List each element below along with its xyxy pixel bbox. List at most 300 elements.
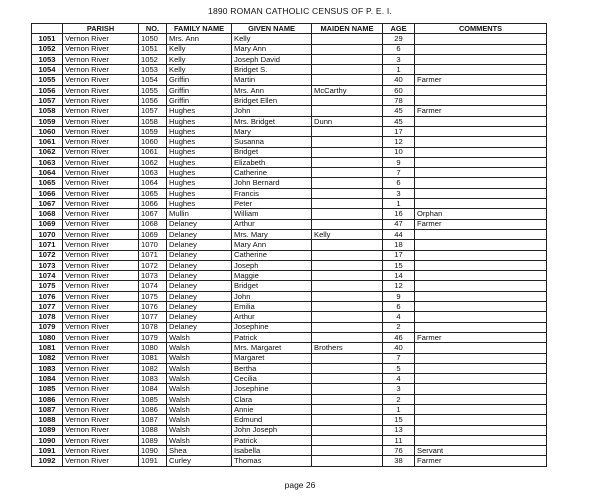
cell-age: 12 [383,137,415,147]
row-id: 1092 [32,456,63,466]
cell-comments [415,363,547,373]
table-row [32,404,547,414]
page-title: 1890 ROMAN CATHOLIC CENSUS OF P. E. I. [208,6,392,16]
cell-parish: Vernon River [63,271,139,281]
table-row [32,44,547,54]
row-id: 1051 [32,34,63,44]
cell-given-name: Susanna [232,137,312,147]
cell-no: 1052 [139,54,167,64]
cell-maiden-name [312,209,383,219]
cell-age: 9 [383,291,415,301]
cell-family-name: Hughes [167,147,232,157]
cell-no: 1054 [139,75,167,85]
row-id: 1064 [32,168,63,178]
row-id: 1066 [32,188,63,198]
cell-parish: Vernon River [63,312,139,322]
cell-given-name: Catherine [232,250,312,260]
cell-no: 1089 [139,435,167,445]
cell-comments [415,291,547,301]
cell-family-name: Delaney [167,302,232,312]
cell-age: 6 [383,302,415,312]
table-row [32,374,547,384]
cell-given-name: John [232,106,312,116]
cell-maiden-name [312,312,383,322]
cell-given-name: Mrs. Margaret [232,343,312,353]
cell-age: 11 [383,435,415,445]
row-id: 1083 [32,363,63,373]
row-id: 1073 [32,260,63,270]
table-row [32,353,547,363]
cell-age: 18 [383,240,415,250]
cell-comments [415,384,547,394]
cell-maiden-name [312,54,383,64]
cell-maiden-name [312,384,383,394]
cell-family-name: Walsh [167,363,232,373]
row-id: 1076 [32,291,63,301]
cell-age: 3 [383,384,415,394]
cell-maiden-name [312,157,383,167]
cell-no: 1090 [139,446,167,456]
cell-parish: Vernon River [63,178,139,188]
cell-maiden-name [312,456,383,466]
cell-no: 1073 [139,271,167,281]
cell-age: 46 [383,332,415,342]
row-id: 1089 [32,425,63,435]
cell-age: 13 [383,425,415,435]
cell-age: 16 [383,209,415,219]
cell-family-name: Delaney [167,271,232,281]
cell-age: 45 [383,116,415,126]
table-row [32,312,547,322]
cell-age: 6 [383,44,415,54]
cell-no: 1086 [139,404,167,414]
cell-age: 60 [383,85,415,95]
cell-age: 1 [383,65,415,75]
cell-age: 15 [383,260,415,270]
cell-no: 1059 [139,126,167,136]
cell-age: 2 [383,394,415,404]
cell-age: 29 [383,34,415,44]
cell-family-name: Delaney [167,322,232,332]
cell-no: 1075 [139,291,167,301]
cell-age: 44 [383,229,415,239]
cell-parish: Vernon River [63,44,139,54]
cell-parish: Vernon River [63,157,139,167]
cell-parish: Vernon River [63,281,139,291]
cell-no: 1060 [139,137,167,147]
cell-given-name: Isabella [232,446,312,456]
row-id: 1063 [32,157,63,167]
cell-maiden-name [312,34,383,44]
cell-no: 1080 [139,343,167,353]
cell-given-name: Josephine [232,322,312,332]
row-id: 1085 [32,384,63,394]
cell-age: 17 [383,126,415,136]
cell-no: 1055 [139,85,167,95]
cell-comments [415,260,547,270]
cell-family-name: Delaney [167,291,232,301]
cell-no: 1063 [139,168,167,178]
cell-family-name: Hughes [167,199,232,209]
cell-family-name: Griffin [167,85,232,95]
cell-maiden-name [312,415,383,425]
cell-comments [415,157,547,167]
cell-parish: Vernon River [63,137,139,147]
cell-age: 47 [383,219,415,229]
row-id: 1080 [32,332,63,342]
cell-comments [415,147,547,157]
row-id: 1059 [32,116,63,126]
cell-family-name: Walsh [167,394,232,404]
cell-parish: Vernon River [63,96,139,106]
cell-given-name: Joseph David [232,54,312,64]
table-row [32,322,547,332]
cell-maiden-name [312,302,383,312]
cell-no: 1071 [139,250,167,260]
row-id: 1082 [32,353,63,363]
cell-family-name: Walsh [167,343,232,353]
table-row [32,168,547,178]
row-id: 1069 [32,219,63,229]
cell-parish: Vernon River [63,199,139,209]
census-body [32,34,547,466]
cell-comments [415,229,547,239]
cell-given-name: Margaret [232,353,312,363]
cell-maiden-name [312,199,383,209]
cell-given-name: Emilia [232,302,312,312]
cell-age: 4 [383,374,415,384]
table-row [32,54,547,64]
cell-parish: Vernon River [63,250,139,260]
cell-no: 1070 [139,240,167,250]
table-row [32,240,547,250]
cell-no: 1056 [139,96,167,106]
cell-no: 1083 [139,374,167,384]
row-id: 1075 [32,281,63,291]
cell-maiden-name [312,240,383,250]
cell-given-name: Mrs. Bridget [232,116,312,126]
cell-family-name: Walsh [167,353,232,363]
cell-maiden-name [312,137,383,147]
page-number: page 26 [284,480,316,490]
cell-comments [415,126,547,136]
cell-maiden-name [312,188,383,198]
header-row [32,24,547,34]
cell-maiden-name [312,404,383,414]
cell-maiden-name [312,168,383,178]
cell-comments [415,178,547,188]
cell-given-name: John [232,291,312,301]
row-id: 1060 [32,126,63,136]
cell-no: 1085 [139,394,167,404]
cell-age: 38 [383,456,415,466]
cell-no: 1081 [139,353,167,363]
cell-parish: Vernon River [63,126,139,136]
table-row [32,302,547,312]
cell-maiden-name [312,322,383,332]
cell-family-name: Hughes [167,157,232,167]
cell-parish: Vernon River [63,260,139,270]
cell-comments [415,312,547,322]
table-row [32,85,547,95]
table-row [32,65,547,75]
cell-maiden-name: Kelly [312,229,383,239]
cell-no: 1064 [139,178,167,188]
row-id: 1062 [32,147,63,157]
cell-parish: Vernon River [63,404,139,414]
cell-comments [415,137,547,147]
cell-no: 1067 [139,209,167,219]
cell-maiden-name [312,271,383,281]
cell-family-name: Hughes [167,126,232,136]
cell-given-name: Bertha [232,363,312,373]
cell-comments [415,54,547,64]
cell-comments [415,353,547,363]
cell-given-name: Bridget S. [232,65,312,75]
table-row [32,75,547,85]
cell-age: 45 [383,106,415,116]
cell-given-name: Mrs. Ann [232,85,312,95]
table-row [32,271,547,281]
cell-no: 1078 [139,322,167,332]
cell-family-name: Hughes [167,106,232,116]
cell-maiden-name [312,126,383,136]
cell-given-name: John Bernard [232,178,312,188]
cell-comments [415,281,547,291]
row-id: 1068 [32,209,63,219]
cell-given-name: Elizabeth [232,157,312,167]
row-id: 1067 [32,199,63,209]
row-id: 1074 [32,271,63,281]
cell-age: 15 [383,415,415,425]
table-row [32,199,547,209]
table-row [32,250,547,260]
table-row [32,137,547,147]
cell-family-name: Kelly [167,44,232,54]
row-id: 1054 [32,65,63,75]
row-id: 1070 [32,229,63,239]
cell-comments: Farmer [415,219,547,229]
cell-no: 1066 [139,199,167,209]
column-header-parish: PARISH [63,24,139,34]
cell-given-name: Martin [232,75,312,85]
cell-parish: Vernon River [63,75,139,85]
cell-comments: Orphan [415,209,547,219]
column-header-given-name: GIVEN NAME [232,24,312,34]
cell-parish: Vernon River [63,147,139,157]
cell-comments [415,96,547,106]
row-id: 1053 [32,54,63,64]
cell-comments [415,322,547,332]
cell-family-name: Hughes [167,137,232,147]
table-row [32,229,547,239]
cell-age: 7 [383,168,415,178]
cell-no: 1051 [139,44,167,54]
row-id: 1065 [32,178,63,188]
cell-age: 40 [383,343,415,353]
column-header-age: AGE [383,24,415,34]
cell-age: 10 [383,147,415,157]
cell-parish: Vernon River [63,343,139,353]
table-row [32,435,547,445]
cell-comments [415,240,547,250]
cell-maiden-name: Brothers [312,343,383,353]
cell-comments [415,435,547,445]
cell-comments [415,250,547,260]
cell-family-name: Walsh [167,332,232,342]
cell-comments [415,343,547,353]
cell-maiden-name [312,353,383,363]
table-row [32,34,547,44]
cell-maiden-name [312,374,383,384]
cell-no: 1077 [139,312,167,322]
cell-parish: Vernon River [63,168,139,178]
cell-comments [415,415,547,425]
cell-given-name: Annie [232,404,312,414]
cell-age: 14 [383,271,415,281]
cell-no: 1072 [139,260,167,270]
cell-given-name: Bridget Ellen [232,96,312,106]
column-header-no: NO. [139,24,167,34]
cell-parish: Vernon River [63,85,139,95]
cell-maiden-name: McCarthy [312,85,383,95]
cell-comments [415,271,547,281]
cell-given-name: Bridget [232,281,312,291]
table-row [32,343,547,353]
cell-family-name: Mullin [167,209,232,219]
row-id: 1079 [32,322,63,332]
cell-maiden-name [312,260,383,270]
cell-family-name: Kelly [167,65,232,75]
cell-family-name: Shea [167,446,232,456]
cell-comments [415,168,547,178]
cell-comments [415,425,547,435]
row-id: 1087 [32,404,63,414]
cell-comments: Farmer [415,456,547,466]
cell-maiden-name [312,281,383,291]
cell-age: 76 [383,446,415,456]
cell-given-name: Arthur [232,219,312,229]
cell-maiden-name [312,446,383,456]
cell-family-name: Walsh [167,425,232,435]
cell-given-name: Patrick [232,435,312,445]
row-id: 1058 [32,106,63,116]
cell-no: 1068 [139,219,167,229]
cell-no: 1076 [139,302,167,312]
cell-parish: Vernon River [63,116,139,126]
cell-maiden-name [312,44,383,54]
cell-family-name: Walsh [167,374,232,384]
table-row [32,415,547,425]
cell-parish: Vernon River [63,188,139,198]
cell-given-name: Josephine [232,384,312,394]
column-header-comments: COMMENTS [415,24,547,34]
cell-family-name: Hughes [167,188,232,198]
cell-age: 3 [383,54,415,64]
row-id: 1078 [32,312,63,322]
cell-family-name: Walsh [167,384,232,394]
cell-comments [415,302,547,312]
cell-given-name: Mary Ann [232,240,312,250]
cell-comments [415,65,547,75]
cell-no: 1084 [139,384,167,394]
table-row [32,96,547,106]
cell-age: 4 [383,312,415,322]
row-id: 1072 [32,250,63,260]
cell-parish: Vernon River [63,425,139,435]
cell-maiden-name [312,96,383,106]
cell-family-name: Delaney [167,240,232,250]
cell-given-name: William [232,209,312,219]
cell-parish: Vernon River [63,322,139,332]
cell-maiden-name [312,178,383,188]
cell-no: 1087 [139,415,167,425]
cell-family-name: Curley [167,456,232,466]
cell-parish: Vernon River [63,374,139,384]
cell-family-name: Walsh [167,415,232,425]
cell-age: 2 [383,322,415,332]
cell-maiden-name [312,435,383,445]
cell-age: 17 [383,250,415,260]
cell-comments [415,404,547,414]
cell-given-name: Patrick [232,332,312,342]
cell-parish: Vernon River [63,332,139,342]
row-id: 1084 [32,374,63,384]
cell-age: 12 [383,281,415,291]
cell-age: 5 [383,363,415,373]
cell-age: 1 [383,404,415,414]
table-row [32,456,547,466]
cell-comments [415,199,547,209]
cell-no: 1088 [139,425,167,435]
cell-parish: Vernon River [63,54,139,64]
cell-given-name: Maggie [232,271,312,281]
table-row [32,219,547,229]
cell-given-name: Thomas [232,456,312,466]
cell-maiden-name [312,106,383,116]
cell-family-name: Delaney [167,260,232,270]
table-row [32,157,547,167]
row-id: 1055 [32,75,63,85]
cell-no: 1069 [139,229,167,239]
cell-maiden-name [312,250,383,260]
cell-age: 7 [383,353,415,363]
cell-family-name: Delaney [167,229,232,239]
table-row [32,116,547,126]
table-row [32,425,547,435]
cell-no: 1091 [139,456,167,466]
table-row [32,446,547,456]
cell-family-name: Walsh [167,404,232,414]
column-header-maiden-name: MAIDEN NAME [312,24,383,34]
cell-comments [415,116,547,126]
cell-no: 1058 [139,116,167,126]
cell-parish: Vernon River [63,456,139,466]
cell-given-name: Bridget [232,147,312,157]
cell-family-name: Griffin [167,75,232,85]
cell-given-name: Joseph [232,260,312,270]
cell-comments [415,85,547,95]
cell-parish: Vernon River [63,34,139,44]
column-header-family-name: FAMILY NAME [167,24,232,34]
cell-family-name: Hughes [167,116,232,126]
cell-maiden-name [312,65,383,75]
cell-maiden-name: Dunn [312,116,383,126]
cell-maiden-name [312,394,383,404]
census-table [31,23,547,467]
cell-comments: Farmer [415,332,547,342]
cell-family-name: Delaney [167,281,232,291]
